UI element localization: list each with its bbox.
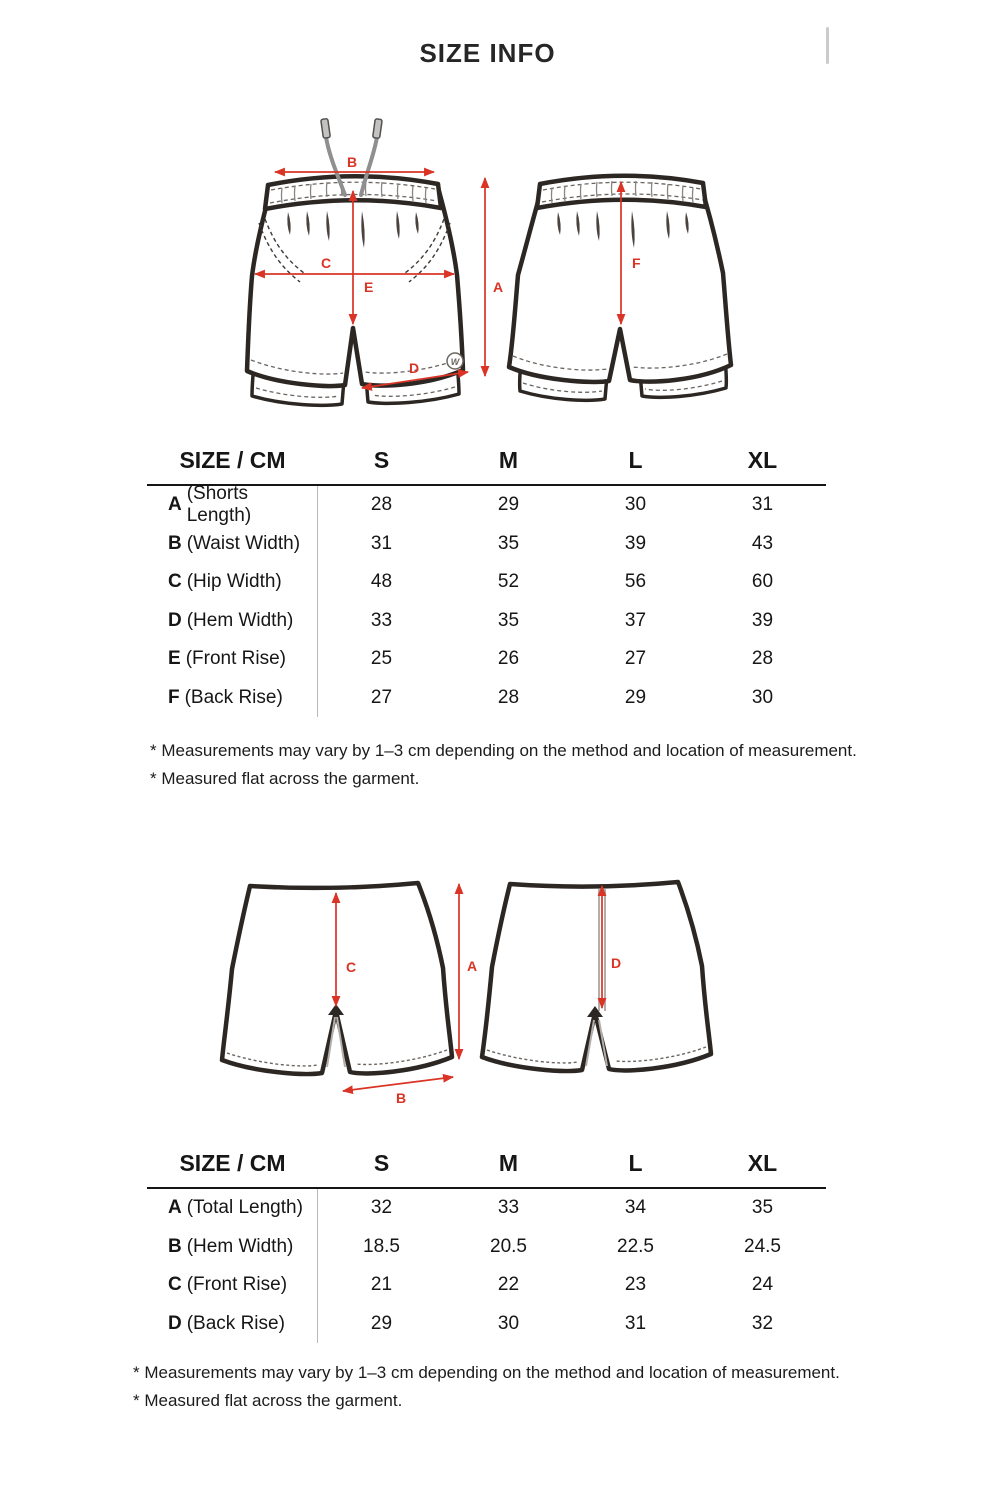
page-title: SIZE INFO (419, 38, 556, 68)
measurement-label-d: D (611, 955, 622, 971)
table-header-cell: L (572, 441, 699, 486)
table-header-cell: M (445, 441, 572, 486)
note-line: * Measured flat across the garment. (133, 1390, 403, 1410)
table-cell: 35 (497, 609, 520, 631)
measurement-label-d: D (408, 360, 420, 376)
table-cell: 30 (624, 494, 647, 516)
brand-logo (447, 353, 463, 369)
table-cell: 29 (497, 494, 520, 516)
table-header-cell: S (318, 1144, 445, 1189)
table-cell: 23 (624, 1274, 647, 1296)
table-cell: 39 (751, 609, 774, 631)
table-cell: 33 (497, 1197, 520, 1219)
table-header-cell: S (318, 441, 445, 486)
table-cell: 26 (497, 648, 520, 670)
table-cell: 22.5 (617, 1235, 654, 1257)
outer-shorts-measurement-diagram (225, 105, 785, 425)
size-table-liner-shorts (147, 1144, 826, 1343)
measurement-line-a (459, 884, 477, 1059)
row-label: B (Hem Width) (147, 1228, 318, 1267)
row-label: B (Waist Width) (147, 525, 318, 564)
table-cell: 20.5 (490, 1235, 527, 1257)
table-cell: 56 (624, 571, 647, 593)
measurement-label-a: A (467, 958, 478, 974)
row-label: C (Hip Width) (147, 563, 318, 602)
table-cell: 31 (624, 1312, 647, 1334)
liner-back-view (482, 882, 711, 1071)
measurement-label-a: A (493, 279, 504, 295)
table-cell: 35 (751, 1197, 774, 1219)
liner-body (222, 883, 452, 1074)
table-cell: 29 (370, 1312, 393, 1334)
table-cell: 28 (370, 494, 393, 516)
table-cell: 27 (370, 686, 393, 708)
measurement-label-b: B (346, 154, 358, 170)
row-label: E (Front Rise) (147, 640, 318, 679)
measurement-line-b (275, 154, 434, 172)
row-label: F (Back Rise) (147, 679, 318, 718)
row-label: A (Shorts Length) (147, 486, 318, 525)
table-header-cell: L (572, 1144, 699, 1189)
row-label: D (Back Rise) (147, 1305, 318, 1344)
table-header-cell: XL (699, 441, 826, 486)
table-cell: 43 (751, 532, 774, 554)
measurement-line-b (343, 1077, 453, 1106)
table-cell: 39 (624, 532, 647, 554)
table-cell: 35 (497, 532, 520, 554)
table-header-cell: SIZE / CM (147, 1144, 318, 1189)
table-cell: 32 (751, 1312, 774, 1334)
table-cell: 29 (624, 686, 647, 708)
measurement-line-a (485, 178, 503, 376)
size-table-outer-shorts (147, 441, 826, 717)
row-label: A (Total Length) (147, 1189, 318, 1228)
measurement-label-b: B (395, 1090, 407, 1106)
shorts-body (247, 184, 463, 386)
table-cell: 27 (624, 648, 647, 670)
table-cell: 31 (370, 532, 393, 554)
table-header-cell: XL (699, 1144, 826, 1189)
table-cell: 18.5 (363, 1235, 400, 1257)
table-cell: 52 (497, 571, 520, 593)
table-cell: 21 (370, 1274, 393, 1296)
note-line: * Measurements may vary by 1–3 cm depending on the method and location of measurement. (133, 1363, 840, 1382)
table-header-cell: SIZE / CM (147, 441, 318, 486)
table-cell: 34 (624, 1197, 647, 1219)
measurement-label-c: C (346, 959, 357, 975)
table-cell: 60 (751, 571, 774, 593)
scrollbar-thumb[interactable] (826, 27, 829, 64)
table-cell: 28 (497, 686, 520, 708)
shorts-body (509, 183, 731, 382)
liner-front-view (222, 883, 477, 1106)
table-header-cell: M (445, 1144, 572, 1189)
table-cell: 30 (497, 1312, 520, 1334)
measurement-label-e: E (364, 279, 374, 295)
brand-logo-monogram: W (450, 357, 460, 367)
table-cell: 37 (624, 609, 647, 631)
row-label: D (Hem Width) (147, 602, 318, 641)
note-line: * Measurements may vary by 1–3 cm depending on the method and location of measurement. (150, 741, 857, 760)
measurement-notes (150, 737, 857, 792)
table-cell: 48 (370, 571, 393, 593)
table-cell: 24.5 (744, 1235, 781, 1257)
table-cell: 31 (751, 494, 774, 516)
measurement-label-f: F (632, 255, 641, 271)
measurement-label-c: C (320, 255, 332, 271)
shorts-back-view (509, 176, 731, 401)
note-line: * Measured flat across the garment. (150, 768, 420, 788)
liner-body (482, 882, 711, 1071)
table-cell: 24 (751, 1274, 774, 1296)
row-label: C (Front Rise) (147, 1266, 318, 1305)
table-cell: 30 (751, 686, 774, 708)
table-cell: 25 (370, 648, 393, 670)
shorts-front-view (247, 119, 503, 406)
table-cell: 32 (370, 1197, 393, 1219)
table-cell: 22 (497, 1274, 520, 1296)
table-cell: 33 (370, 609, 393, 631)
liner-shorts-measurement-diagram (210, 865, 770, 1115)
table-cell: 28 (751, 648, 774, 670)
measurement-notes (133, 1359, 840, 1414)
